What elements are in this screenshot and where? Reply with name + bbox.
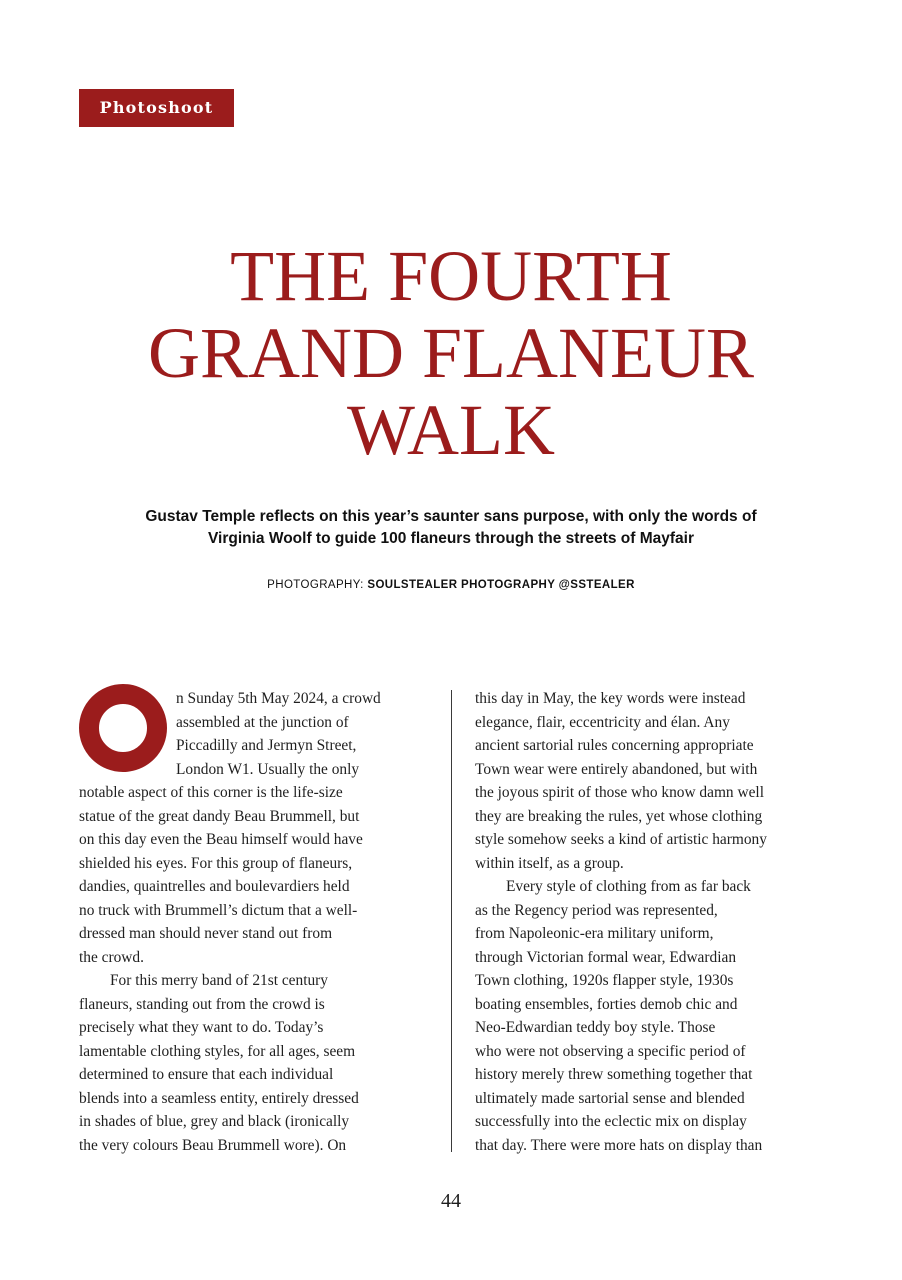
body-line: on this day even the Beau himself would have xyxy=(79,831,363,848)
body-line: history merely threw something together that xyxy=(475,1066,753,1083)
body-line: in shades of blue, grey and black (ironically xyxy=(79,1113,350,1130)
column-divider xyxy=(451,690,452,1152)
body-line: boating ensembles, forties demob chic and xyxy=(475,995,738,1013)
standfirst-line: Gustav Temple reflects on this year’s saunter sans purpose, with only the words of xyxy=(145,508,757,525)
article-title xyxy=(0,238,902,469)
body-line: dandies, quaintrelles and boulevardiers held xyxy=(79,878,350,895)
photo-credit xyxy=(0,579,902,591)
body-line: elegance, flair, eccentricity and élan. Any xyxy=(475,713,730,731)
title-line: WALK xyxy=(347,390,555,470)
body-line: this day in May, the key words were instead xyxy=(475,690,746,707)
body-line: as the Regency period was represented, xyxy=(475,901,718,919)
section-tag: Photoshoot xyxy=(79,89,234,127)
body-line: determined to ensure that each individual xyxy=(79,1066,334,1083)
body-line: that day. There were more hats on display than xyxy=(475,1136,763,1154)
title-line: GRAND FLANEUR xyxy=(147,313,755,393)
body-line: assembled at the junction of xyxy=(176,713,349,731)
body-line: Town clothing, 1920s flapper style, 1930s xyxy=(475,972,734,989)
body-line: n Sunday 5th May 2024, a crowd xyxy=(176,690,381,707)
body-line: flaneurs, standing out from the crowd is xyxy=(79,995,325,1013)
body-line: blends into a seamless entity, entirely dressed xyxy=(79,1089,359,1107)
standfirst xyxy=(90,506,812,550)
body-line: who were not observing a specific period of xyxy=(475,1042,746,1060)
body-line: within itself, as a group. xyxy=(475,854,624,872)
page-number: 44 xyxy=(441,1190,461,1212)
body-line: notable aspect of this corner is the life-size xyxy=(79,784,343,801)
credit-name: SOULSTEALER PHOTOGRAPHY @SSTEALER xyxy=(367,579,635,591)
body-line: ancient sartorial rules concerning appropriate xyxy=(475,737,754,754)
body-line: Piccadilly and Jermyn Street, xyxy=(176,737,357,754)
body-line: London W1. Usually the only xyxy=(176,760,360,778)
body-line: lamentable clothing styles, for all ages, seem xyxy=(79,1042,356,1060)
body-line: For this merry band of 21st century xyxy=(110,972,328,989)
body-line: statue of the great dandy Beau Brummell, but xyxy=(79,807,360,825)
body-line: the very colours Beau Brummell wore). On xyxy=(79,1136,347,1154)
body-line: Every style of clothing from as far back xyxy=(506,878,751,895)
body-column-right xyxy=(475,687,825,1157)
body-line: Town wear were entirely abandoned, but with xyxy=(475,760,758,778)
body-line: Neo-Edwardian teddy boy style. Those xyxy=(475,1019,716,1036)
title-line: THE FOURTH xyxy=(230,236,672,316)
body-line: the joyous spirit of those who know damn well xyxy=(475,784,764,801)
body-line: shielded his eyes. For this group of flaneurs, xyxy=(79,854,353,872)
body-line: dressed man should never stand out from xyxy=(79,925,333,942)
body-line: the crowd. xyxy=(79,948,144,966)
standfirst-line: Virginia Woolf to guide 100 flaneurs through the streets of Mayfair xyxy=(207,530,695,547)
body-line: from Napoleonic-era military uniform, xyxy=(475,925,714,942)
body-column-left xyxy=(79,687,429,1157)
body-line: ultimately made sartorial sense and blended xyxy=(475,1089,745,1107)
body-line: no truck with Brummell’s dictum that a well- xyxy=(79,901,358,919)
body-line: successfully into the eclectic mix on display xyxy=(475,1113,747,1130)
body-line: they are breaking the rules, yet whose clothing xyxy=(475,807,763,825)
body-line: precisely what they want to do. Today’s xyxy=(79,1019,324,1036)
body-line: style somehow seeks a kind of artistic harmony xyxy=(475,831,767,848)
credit-label: PHOTOGRAPHY: xyxy=(267,579,368,591)
body-line: through Victorian formal wear, Edwardian xyxy=(475,948,737,966)
